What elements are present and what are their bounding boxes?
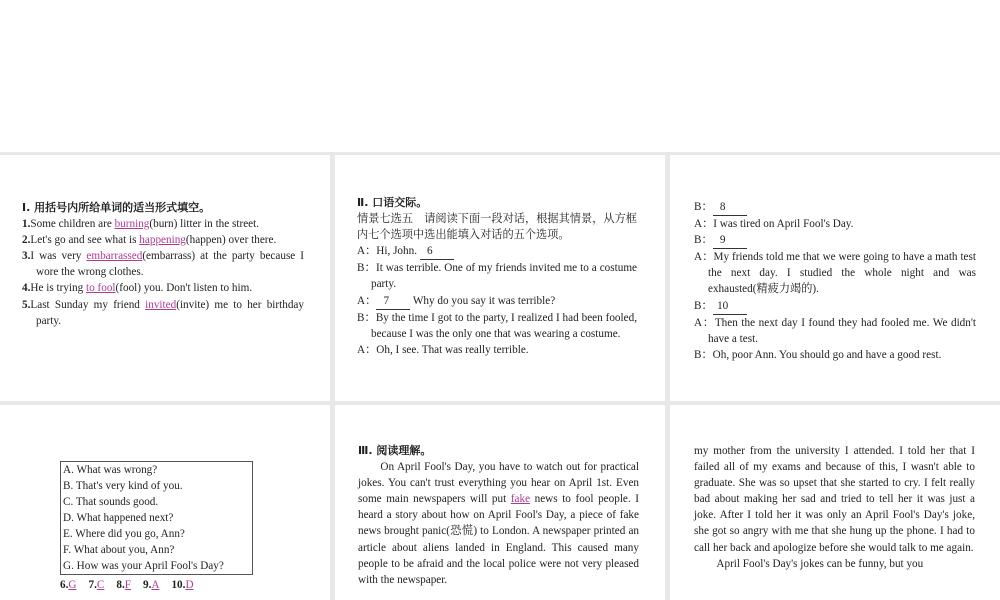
dialog-blank: 7 [376,293,410,310]
dialog-blank: 6 [420,243,454,260]
item-text: Let's go and see what is [30,234,140,247]
section1-items [22,216,304,329]
dialog-line [694,249,976,297]
dialog-line [694,298,976,315]
item-text: (embarrass) at the party because I wore the wrong clothes. [36,250,304,279]
dialog-line [694,232,976,249]
speaker: B： [694,234,713,247]
answer-word: invited [145,298,177,311]
answers-line [60,577,310,593]
reading-text-a: On April Fool's Day, you have to watch out for practical jokes. You can't trust everything you hear on April 1st. Even some main newspapers will put [358,461,639,506]
speaker: A： [357,343,377,356]
item-text: (burn) litter in the street. [149,218,260,231]
speaker: A： [357,294,377,307]
section1-heading: Ⅰ. 用括号内所给单词的适当形式填空。 [22,201,211,214]
dialog-line [357,310,637,342]
reading-paragraph-1 [358,459,639,588]
option-item: A. What was wrong? [63,464,158,476]
answer-word: happening [139,234,186,247]
dialog-line [357,260,637,292]
item-number: 1. [22,218,31,231]
option-item: E. Where did you go, Ann? [63,528,185,540]
speaker: B： [694,201,713,213]
answer-number: 6. [60,579,69,591]
options-box [60,461,253,575]
dialog-text: I was tired on April Fool's Day. [713,218,854,231]
option-item: F. What about you, Ann? [63,544,175,556]
item-text: He is trying [30,282,87,295]
item-text: (fool) you. Don't listen to him. [115,282,253,295]
dialog-line [357,243,637,260]
section2-heading: Ⅱ. 口语交际。 [357,196,428,209]
answer-word: embarrassed [86,250,143,263]
fill-blank-item [22,216,304,232]
speaker: A： [357,245,377,258]
top-blank-area [0,0,1000,152]
answer-word: burning [114,218,150,231]
dialog-text: Oh, poor Ann. You should go and have a good rest. [712,348,942,361]
dialog-text: Why do you say it was terrible? [410,294,556,307]
answer-number: 9. [142,579,152,591]
reading-paragraph-next: April Fool's Day's jokes can be funny, but you [716,557,924,570]
item-text: (happen) over there. [185,234,277,247]
answer-letter: F [124,579,131,591]
item-number: 2. [22,234,31,247]
panel-options [0,405,330,600]
fill-blank-item [22,232,304,248]
answer-letter: G [68,579,77,591]
dialog-text: My friends told me that we were going to have a math test the next day. I studied the whole night and was exhausted(精疲力竭的). [708,251,976,296]
speaker: A： [694,218,714,231]
item-number: 3. [22,250,31,263]
dialog-lines [357,243,637,358]
answer-number: 7. [88,579,97,591]
dialog-text: Hi, John. [376,245,420,258]
answer-letter: A [151,579,160,591]
item-text: I was very [30,250,87,263]
option-item: C. That sounds good. [63,496,159,508]
panel-fill-in-blanks [0,155,330,401]
dialog-text: By the time I got to the party, I realized I had been fooled, because I was the only one that was wearing a costume. [371,311,637,340]
panel-dialog-part1 [335,155,665,401]
panel-reading-part1 [335,405,665,600]
dialog-text: Oh, I see. That was really terrible. [376,343,529,356]
section3-heading: Ⅲ. 阅读理解。 [358,444,432,457]
dialog-line [357,342,637,358]
dialog-line [357,293,637,310]
panel-dialog-part2 [670,155,1000,401]
dialog-line [694,347,976,363]
dialog-text: It was terrible. One of my friends invited me to a costume party. [371,262,637,291]
reading-paragraph-continued: my mother from the university I attended. I told her that I failed all of my exams and because of this, I wasn't able to graduate. She was so upset that she started to cry. I felt really bad about making her sad and tried to tell her it was just a joke. After I told her it was only an April Fool's Day's joke, she got so angry with me that she hung up the phone. I had to call her back and apologize before she would talk to me again. [694,445,975,554]
speaker: B： [694,348,713,361]
dialog-lines-continued [694,199,976,363]
fill-blank-item [22,280,304,296]
speaker: A： [694,316,715,329]
dialog-line [694,315,976,347]
option-item: D. What happened next? [63,512,174,524]
answer-number: 10. [171,579,186,591]
dialog-blank: 8 [713,199,747,216]
item-number: 4. [22,282,31,295]
reading-text-b: news to fool people. I heard a story about how on April Fool's Day, a piece of fake news brought panic(恐慌) to London. A newspaper printed an article about aliens landed in England. This caused many people to be afraid and the local police were not very pleased with the newspaper. [358,493,640,586]
dialog-text: Then the next day I found they had fooled me. We didn't have a test. [708,316,976,345]
speaker: A： [694,251,714,264]
item-text: Last Sunday my friend [30,298,146,311]
item-text: Some children are [30,218,115,231]
option-item: G. How was your April Fool's Day? [63,560,224,572]
dialog-line [694,216,976,232]
item-text: (invite) me to her birthday party. [36,298,304,327]
fill-blank-item [22,248,304,280]
section2-instruction: 情景七选五 请阅读下面一段对话，根据其情景，从方框内七个选项中选出能填入对话的五个选项。 [357,213,637,242]
panel-reading-part2 [670,405,1000,600]
item-number: 5. [22,298,31,311]
option-item: B. That's very kind of you. [63,480,183,492]
answer-letter: D [185,579,194,591]
answer-number: 8. [116,579,125,591]
speaker: B： [357,311,376,324]
dialog-line [694,199,976,216]
answer-word: to fool [86,282,116,295]
fill-blank-item [22,297,304,329]
speaker: B： [694,299,713,312]
answer-letter: C [96,579,105,591]
dialog-blank: 9 [713,232,747,249]
highlighted-word-fake: fake [510,493,531,506]
dialog-blank: 10 [713,298,747,315]
speaker: B： [357,262,376,275]
